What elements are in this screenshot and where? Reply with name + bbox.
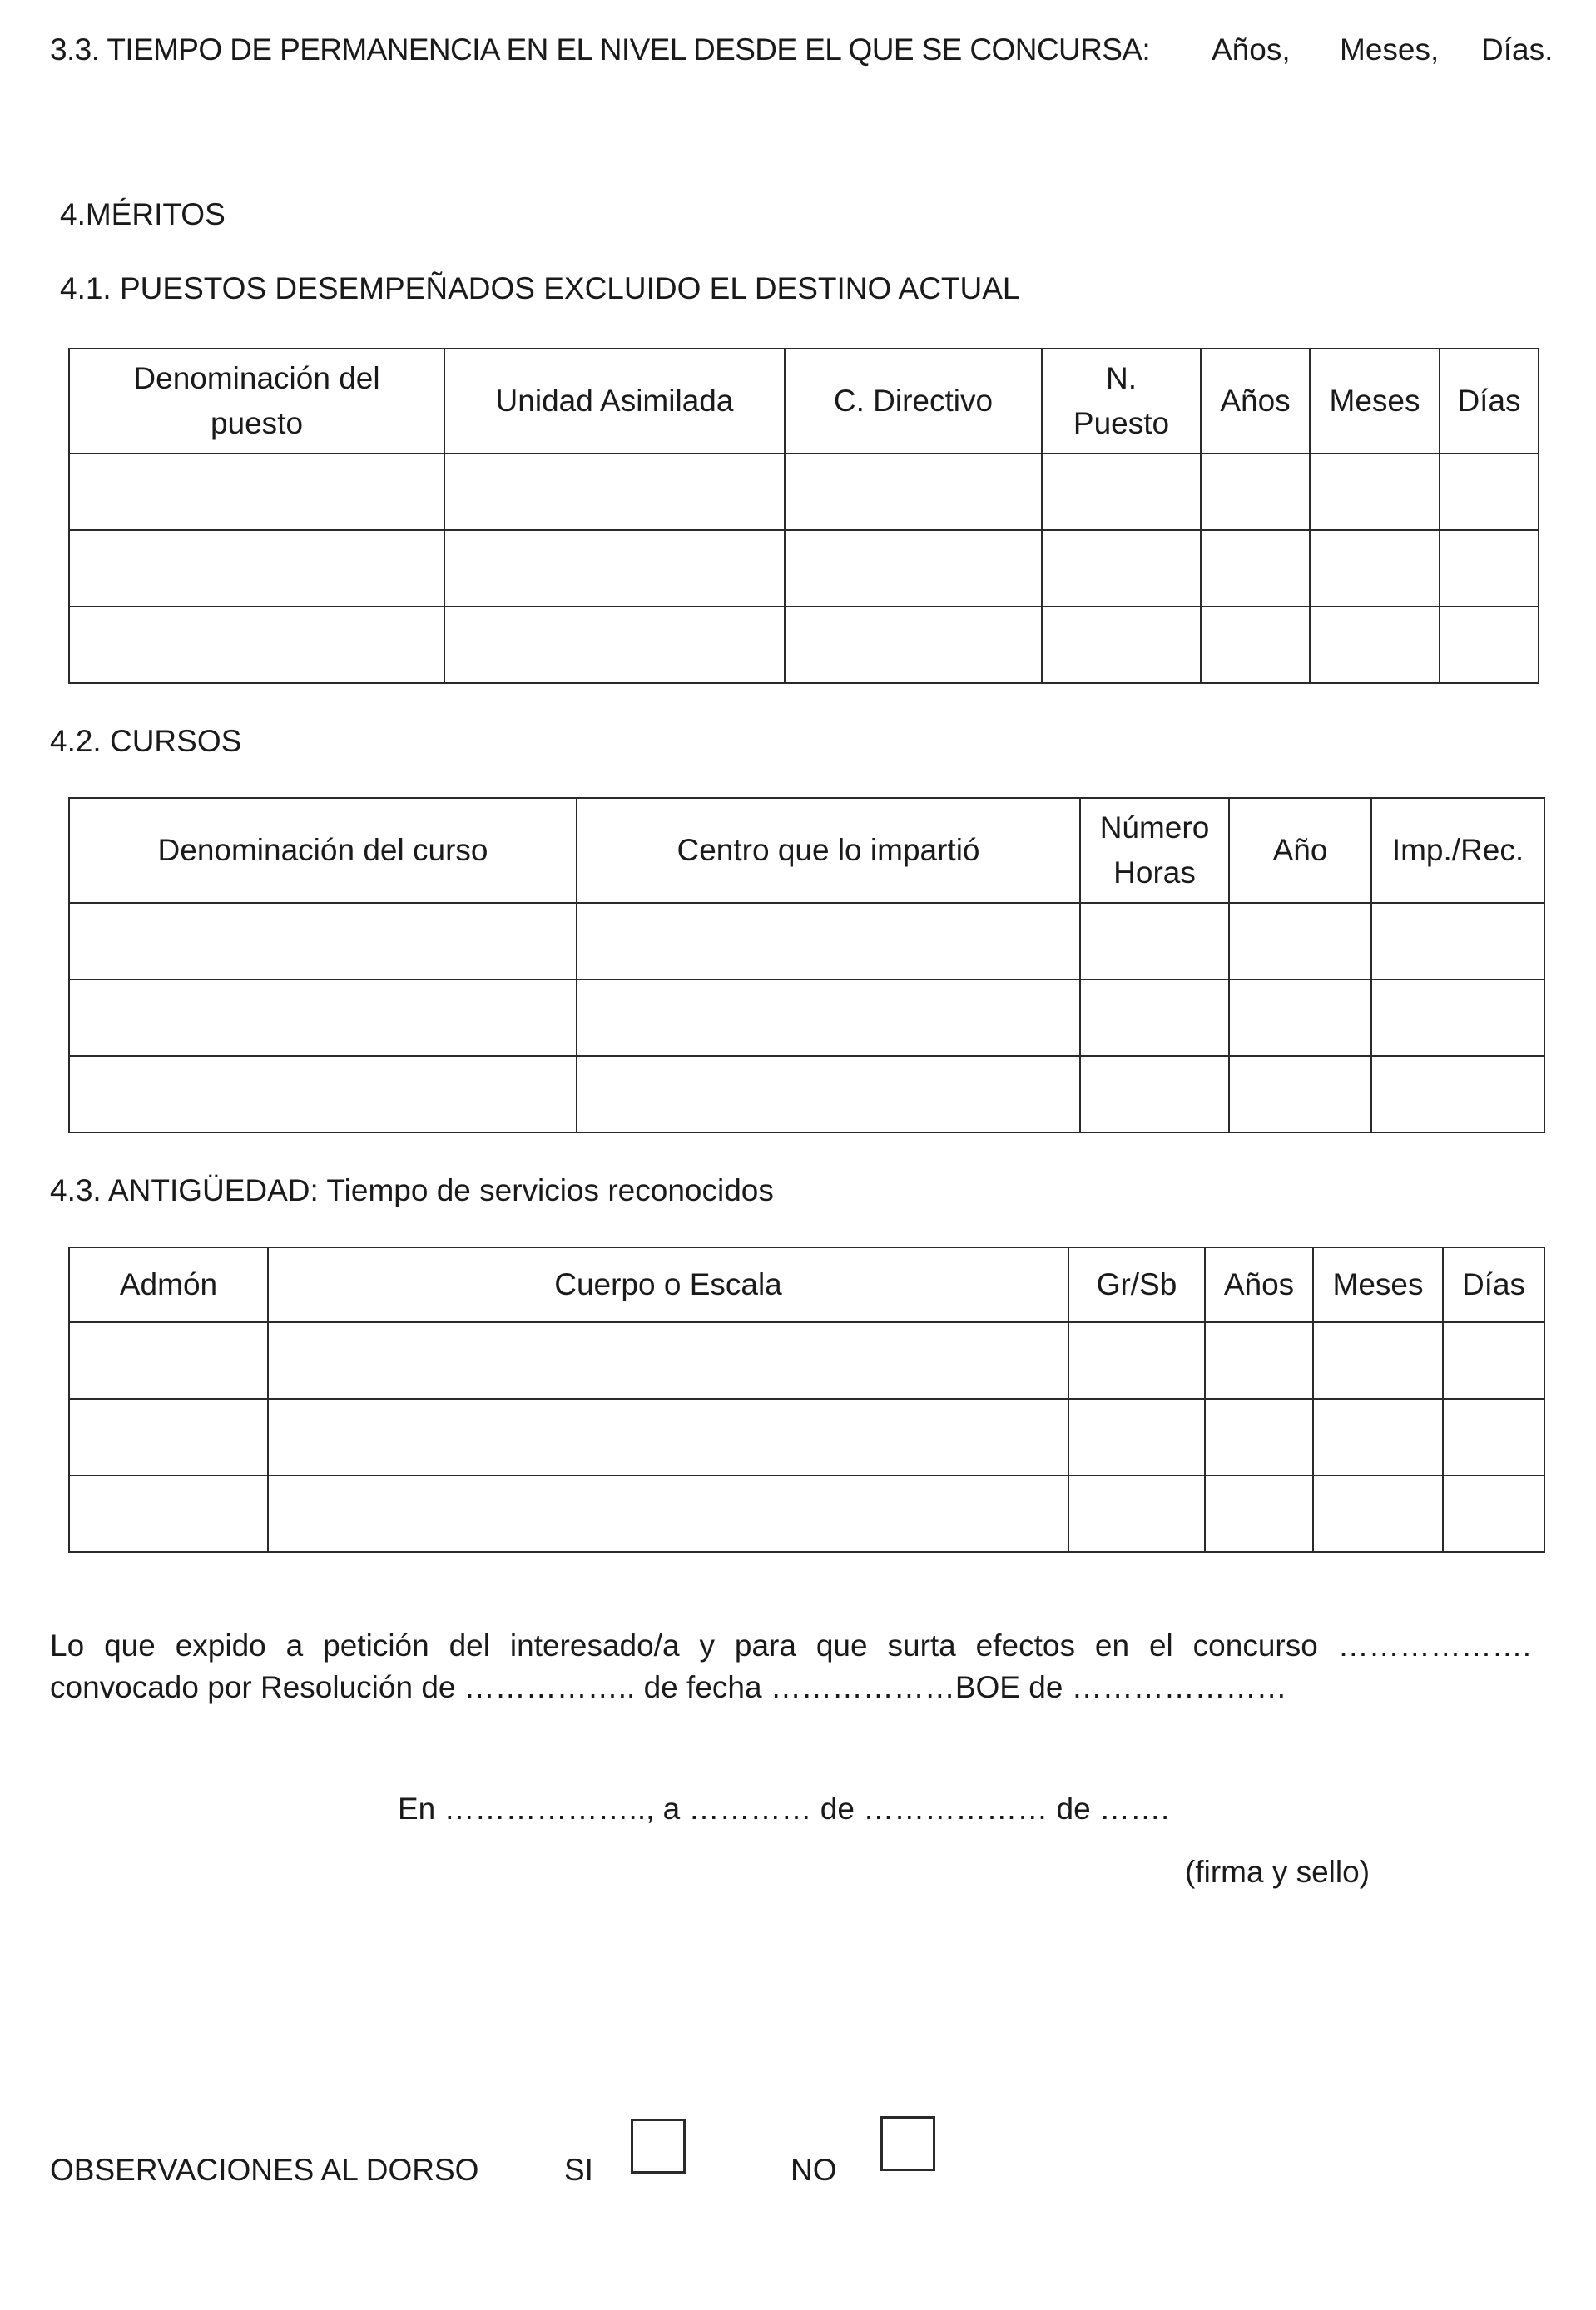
table-cell[interactable] bbox=[785, 454, 1042, 530]
table-cell[interactable] bbox=[1443, 1475, 1544, 1552]
antiguedad-header-cuerpo: Cuerpo o Escala bbox=[268, 1247, 1068, 1322]
no-checkbox[interactable] bbox=[880, 2116, 935, 2171]
table-cell[interactable] bbox=[1371, 1056, 1544, 1133]
table-cell[interactable] bbox=[444, 454, 785, 530]
table-cell[interactable] bbox=[1310, 530, 1440, 607]
table-cell[interactable] bbox=[69, 607, 444, 683]
table-cell[interactable] bbox=[69, 454, 444, 530]
table-cell[interactable] bbox=[577, 979, 1080, 1056]
antiguedad-header-grsb: Gr/Sb bbox=[1068, 1247, 1205, 1322]
cursos-header-centro: Centro que lo impartió bbox=[577, 798, 1080, 903]
table-cell[interactable] bbox=[444, 607, 785, 683]
table-row bbox=[69, 979, 1544, 1056]
section-3-3-anos: Años, bbox=[1212, 32, 1291, 67]
table-row bbox=[69, 1056, 1544, 1133]
signature-label: (firma y sello) bbox=[1185, 1855, 1370, 1889]
puestos-header-denominacion bbox=[69, 349, 444, 454]
table-cell[interactable] bbox=[1068, 1322, 1205, 1399]
table-cell[interactable] bbox=[69, 1322, 268, 1399]
certification-line-2: convocado por Resolución de …………….. de fecha ………………BOE de ………………… bbox=[50, 1670, 1287, 1704]
table-cell[interactable] bbox=[69, 979, 577, 1056]
table-cell[interactable] bbox=[268, 1475, 1068, 1552]
cursos-header-horas-l1: Número bbox=[1099, 810, 1210, 845]
puestos-header-npuesto-l1: N. bbox=[1106, 361, 1137, 396]
section-4-2-title: 4.2. CURSOS bbox=[50, 724, 242, 758]
section-3-3-dias: Días. bbox=[1481, 32, 1554, 67]
table-row bbox=[69, 607, 1539, 683]
table-cell[interactable] bbox=[1443, 1322, 1544, 1399]
table-cell[interactable] bbox=[1310, 454, 1440, 530]
cursos-header-ano: Año bbox=[1229, 798, 1371, 903]
puestos-header-npuesto bbox=[1042, 349, 1201, 454]
table-row bbox=[69, 1475, 1544, 1552]
table-cell[interactable] bbox=[1042, 607, 1201, 683]
table-cell[interactable] bbox=[69, 530, 444, 607]
cursos-header-horas bbox=[1080, 798, 1229, 903]
place-date-line: En ……………….., a ………… de ……………… de ……. bbox=[398, 1792, 1170, 1826]
table-cell[interactable] bbox=[1371, 903, 1544, 979]
table-row bbox=[69, 1399, 1544, 1475]
table-cell[interactable] bbox=[577, 1056, 1080, 1133]
table-row bbox=[69, 903, 1544, 979]
puestos-header-meses: Meses bbox=[1310, 349, 1440, 454]
puestos-header-unidad: Unidad Asimilada bbox=[444, 349, 785, 454]
table-cell[interactable] bbox=[1042, 454, 1201, 530]
table-cell[interactable] bbox=[1080, 1056, 1229, 1133]
cursos-header-horas-l2: Horas bbox=[1113, 855, 1196, 890]
table-cell[interactable] bbox=[1205, 1322, 1313, 1399]
table-cell[interactable] bbox=[577, 903, 1080, 979]
table-cell[interactable] bbox=[1201, 607, 1310, 683]
section-3-3-meses: Meses, bbox=[1340, 32, 1440, 67]
table-cell[interactable] bbox=[1201, 454, 1310, 530]
table-cell[interactable] bbox=[268, 1322, 1068, 1399]
section-4-title: 4.MÉRITOS bbox=[60, 197, 226, 231]
table-cell[interactable] bbox=[1313, 1399, 1443, 1475]
section-4-1-title: 4.1. PUESTOS DESEMPEÑADOS EXCLUIDO EL DESTINO ACTUAL bbox=[60, 271, 1020, 305]
cursos-table bbox=[68, 797, 1545, 1133]
antiguedad-header-meses: Meses bbox=[1313, 1247, 1443, 1322]
no-label: NO bbox=[791, 2153, 837, 2187]
table-cell[interactable] bbox=[1440, 530, 1539, 607]
table-cell[interactable] bbox=[1229, 903, 1371, 979]
table-cell[interactable] bbox=[69, 1475, 268, 1552]
table-cell[interactable] bbox=[69, 903, 577, 979]
antiguedad-table bbox=[68, 1247, 1545, 1553]
observaciones-label: OBSERVACIONES AL DORSO bbox=[50, 2153, 479, 2187]
certification-line-1: Lo que expido a petición del interesado/a y para que surta efectos en el concurso ………………. bbox=[50, 1628, 1531, 1663]
table-cell[interactable] bbox=[1443, 1399, 1544, 1475]
table-row bbox=[69, 530, 1539, 607]
table-cell[interactable] bbox=[1371, 979, 1544, 1056]
si-label: SI bbox=[564, 2153, 593, 2187]
table-cell[interactable] bbox=[69, 1056, 577, 1133]
table-cell[interactable] bbox=[1229, 979, 1371, 1056]
cursos-header-denominacion: Denominación del curso bbox=[69, 798, 577, 903]
table-cell[interactable] bbox=[1313, 1475, 1443, 1552]
puestos-header-npuesto-l2: Puesto bbox=[1073, 406, 1170, 440]
section-3-3-label: 3.3. TIEMPO DE PERMANENCIA EN EL NIVEL DESDE EL QUE SE CONCURSA: bbox=[50, 32, 1151, 67]
table-cell[interactable] bbox=[1080, 903, 1229, 979]
table-cell[interactable] bbox=[1229, 1056, 1371, 1133]
cursos-header-imp: Imp./Rec. bbox=[1371, 798, 1544, 903]
puestos-table bbox=[68, 348, 1539, 684]
table-cell[interactable] bbox=[268, 1399, 1068, 1475]
table-cell[interactable] bbox=[785, 530, 1042, 607]
antiguedad-header-anos: Años bbox=[1205, 1247, 1313, 1322]
table-cell[interactable] bbox=[1201, 530, 1310, 607]
table-cell[interactable] bbox=[1310, 607, 1440, 683]
table-cell[interactable] bbox=[1205, 1475, 1313, 1552]
antiguedad-header-admon: Admón bbox=[69, 1247, 268, 1322]
antiguedad-header-dias: Días bbox=[1443, 1247, 1544, 1322]
puestos-header-denominacion-l1: Denominación del bbox=[133, 361, 380, 396]
table-cell[interactable] bbox=[1205, 1399, 1313, 1475]
table-row bbox=[69, 1322, 1544, 1399]
table-row bbox=[69, 454, 1539, 530]
puestos-header-directivo: C. Directivo bbox=[785, 349, 1042, 454]
puestos-header-anos: Años bbox=[1201, 349, 1310, 454]
puestos-header-denominacion-l2: puesto bbox=[210, 406, 304, 440]
si-checkbox[interactable] bbox=[631, 2119, 686, 2174]
table-cell[interactable] bbox=[1080, 979, 1229, 1056]
table-cell[interactable] bbox=[785, 607, 1042, 683]
table-cell[interactable] bbox=[1068, 1399, 1205, 1475]
section-4-3-title: 4.3. ANTIGÜEDAD: Tiempo de servicios reconocidos bbox=[50, 1173, 774, 1207]
table-cell[interactable] bbox=[1440, 454, 1539, 530]
table-cell[interactable] bbox=[69, 1399, 268, 1475]
table-cell[interactable] bbox=[1440, 607, 1539, 683]
table-cell[interactable] bbox=[444, 530, 785, 607]
puestos-header-dias: Días bbox=[1440, 349, 1539, 454]
table-cell[interactable] bbox=[1313, 1322, 1443, 1399]
table-cell[interactable] bbox=[1042, 530, 1201, 607]
table-cell[interactable] bbox=[1068, 1475, 1205, 1552]
